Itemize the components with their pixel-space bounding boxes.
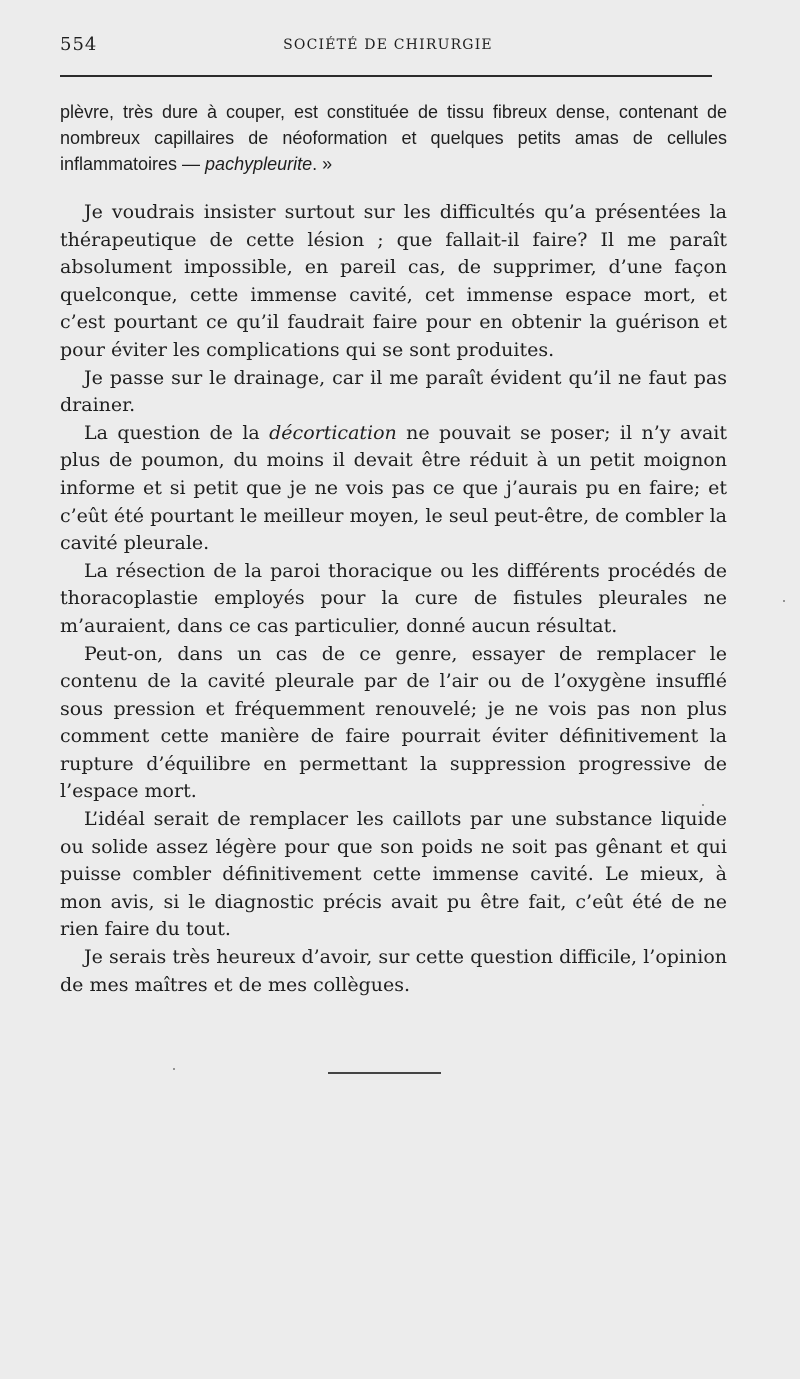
paragraph-text: La résection de la paroi thoracique ou les différents procédés de thoracoplastie employés pour la cure de fistules pleurales ne m’auraient, dans ce cas particulier, donné aucun résultat. xyxy=(60,559,727,637)
running-head: SOCIÉTÉ DE CHIRURGIE xyxy=(283,37,493,53)
paragraph-text: Je voudrais insister surtout sur les difficultés qu’a présentées la thérapeutique de cette lésion ; que fallait-il faire? Il me paraît absolument impossible, en pareil cas, de supprimer, d’une façon quelconque, cette immense cavité, cet immense espace mort, et c’est pourtant ce qu’il faudrait faire pour en obtenir la guérison et pour éviter les complications qui se sont produites. xyxy=(60,201,727,361)
paragraph-text: Peut-on, dans un cas de ce genre, essayer de remplacer le contenu de la cavité pleurale par de l’air ou de l’oxygène insufflé sous pression et fréquemment renouvelé; je ne vois pas non plus comment cette manière de faire pourrait éviter définitivement la rupture d’équilibre en permettant la suppression progressive de l’espace mort. xyxy=(60,642,727,803)
paragraph-text: L’idéal serait de remplacer les caillots par une substance liquide ou solide assez légère pour que son poids ne soit pas gênant et qui puisse combler définitivement cette immense cavité. Le mieux, à mon avis, si le diagnostic précis avait pu être fait, c’eût été de ne rien faire du tout. xyxy=(60,808,727,941)
paragraph-therapeutic-difficulties xyxy=(60,199,727,365)
page-body xyxy=(60,99,727,999)
paragraph-italic: décortication xyxy=(269,421,397,444)
paragraph-drainage xyxy=(60,365,727,420)
page-number: 554 xyxy=(60,34,98,55)
lead-paragraph xyxy=(60,99,727,177)
scan-speck xyxy=(783,600,785,602)
paragraph-thoracic-resection xyxy=(60,558,727,641)
paragraph-gap xyxy=(60,177,727,199)
paragraph-ideal-solution xyxy=(60,806,727,944)
scan-speck xyxy=(173,1068,175,1070)
lead-text-italic: pachypleurite xyxy=(205,154,313,174)
paragraph-text-after: ne pouvait se poser; il n’y avait plus de poumon, du moins il devait être réduit à un petit moignon informe et si petit que je ne vois pas ce que j’aurais pu en faire; et c’eût été pourtant le meilleur moyen, le seul peut-être, de combler la cavité pleurale. xyxy=(60,421,727,555)
paragraph-text: Je passe sur le drainage, car il me paraît évident qu’il ne faut pas drainer. xyxy=(60,366,727,417)
paragraph-text: Je serais très heureux d’avoir, sur cette question difficile, l’opinion de mes maîtres et de mes collègues. xyxy=(60,946,727,996)
paragraph-text: La question de la xyxy=(84,421,270,444)
paragraph-closing-request xyxy=(60,944,727,999)
paragraph-decortication xyxy=(60,420,727,558)
scan-speck xyxy=(702,804,704,806)
header-rule xyxy=(60,75,712,77)
section-end-rule xyxy=(328,1072,441,1074)
paragraph-air-oxygen xyxy=(60,641,727,807)
lead-text-after: . » xyxy=(312,154,333,174)
page-header xyxy=(60,34,716,62)
lead-text-before: plèvre, très dure à couper, est constituée de tissu fibreux dense, contenant de nombreux capillaires de néoformation et quelques petits amas de cellules inflammatoires — xyxy=(60,102,727,174)
